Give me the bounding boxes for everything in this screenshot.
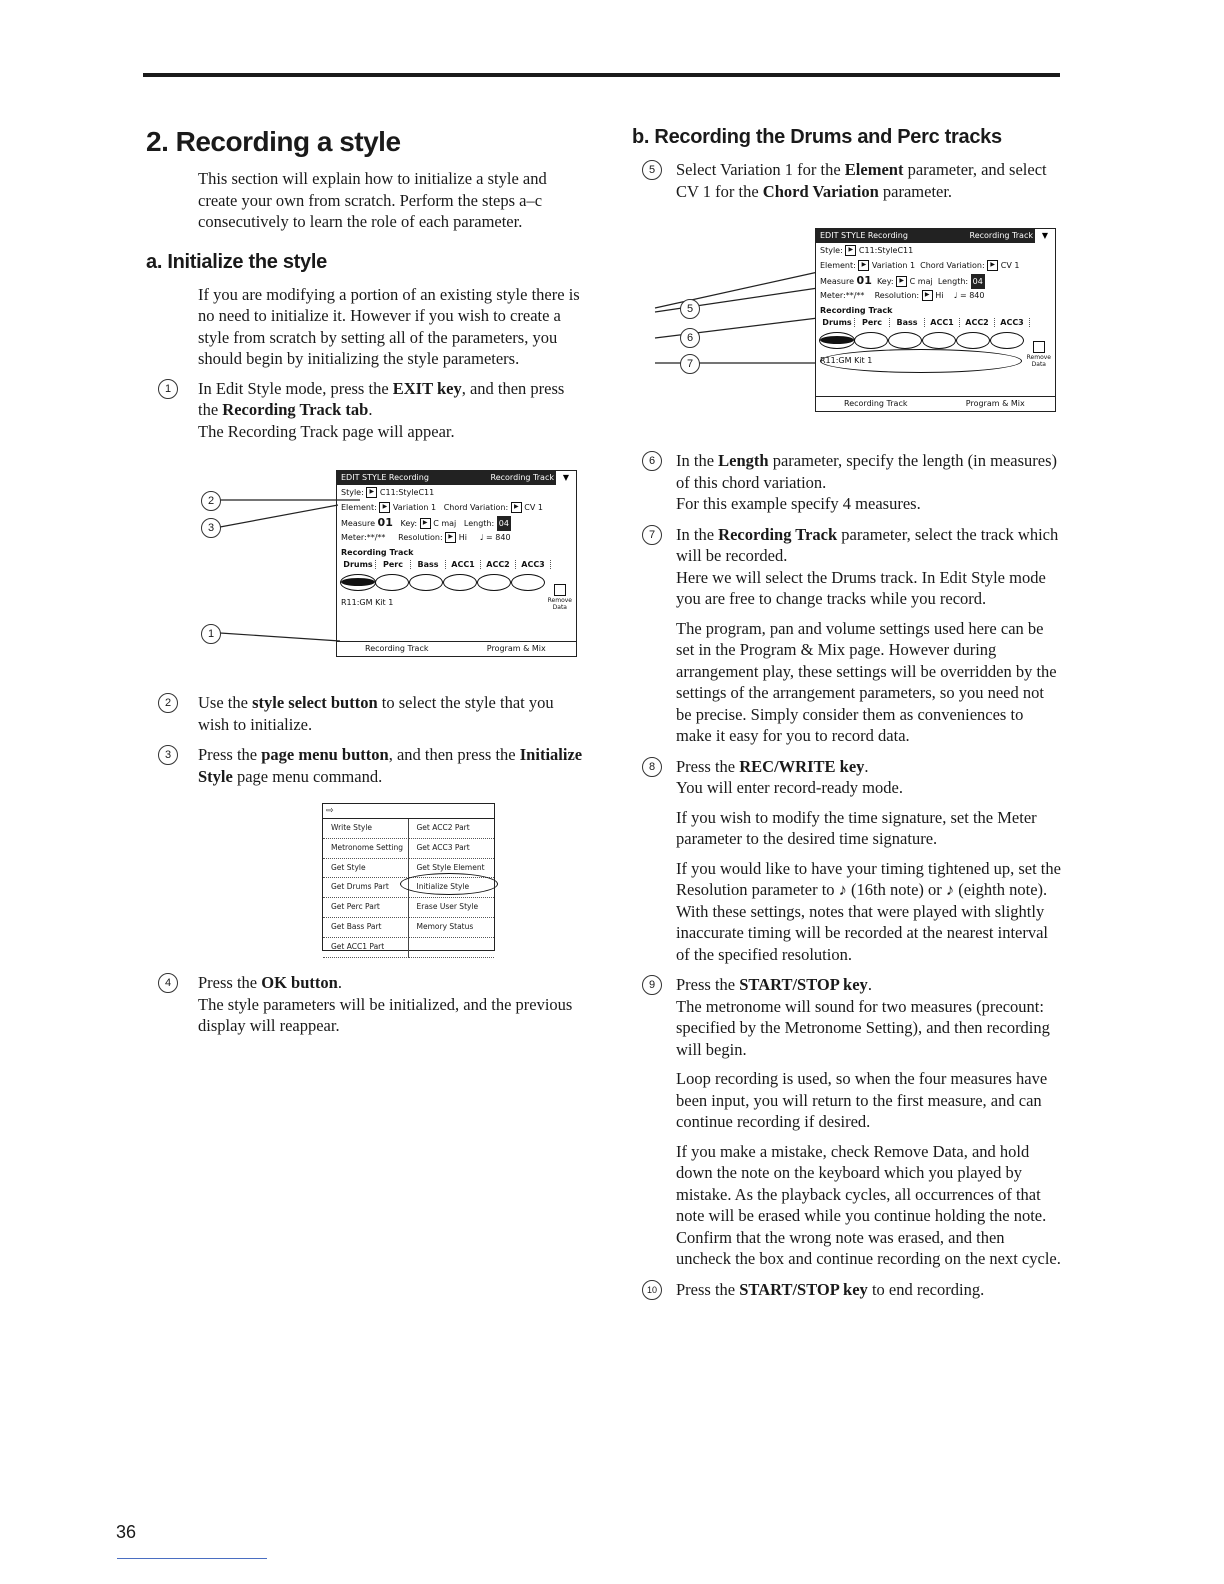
meter-row: Meter:**/** Resolution: ▶ Hi ♩ = 840 [341, 533, 511, 542]
menu-item[interactable]: Metronome Setting [323, 839, 409, 859]
menu-item[interactable]: Get ACC3 Part [409, 839, 495, 859]
menu-item[interactable]: Write Style [323, 819, 409, 839]
section-intro: This section will explain how to initialize a style and create your own from scratch. Perform the steps a–c consecutively to learn the role of each parameter. [198, 169, 547, 231]
callout-2: 2 [201, 491, 221, 511]
lcd-title-bar: EDIT STYLE Recording Recording Track ▼ [816, 229, 1055, 243]
remove-data-checkbox[interactable]: Remove Data [548, 584, 572, 611]
element-row: Element: ▶ Variation 1 Chord Variation: ▶ CV 1 [341, 503, 543, 512]
menu-item[interactable]: Memory Status [409, 918, 495, 938]
lcd-tabs [816, 396, 1055, 411]
callout-6: 6 [680, 328, 700, 348]
style-row: Style: ▶ C11:StyleC11 [820, 246, 914, 255]
subsection-a-title: a. Initialize the style [146, 250, 327, 273]
subsection-a-intro: If you are modifying a portion of an existing style there is no need to initialize it. However if you wish to create a style from scratch by setting all of the parameters, you should begin by initializing the style parameters. [198, 284, 580, 368]
step-7: 7 In the Recording Track parameter, select the track which will be recorded. Here we will select the Drums track. In Edit Style mode you are free to change tracks while you record. The program, pan and volume settings used here can be set in the Program & Mix page. However during arrangement play, these settings will be overridden by the settings of the arrangement parameters, so you need not be precise. Simply consider them as conveniences to make it easy for you to record data. [632, 524, 1062, 747]
radio-acc2[interactable] [956, 332, 990, 349]
lcd-screen-recording-track-2 [815, 228, 1056, 412]
measure-row: Measure 01 Key: ▶ C maj Length: 04 [341, 516, 509, 529]
meter-row: Meter:**/** Resolution: ▶ Hi ♩ = 840 [820, 291, 985, 300]
step-5: 5 Select Variation 1 for the Element parameter, and select CV 1 for the Chord Variation parameter. [632, 159, 1062, 202]
radio-acc1[interactable] [922, 332, 956, 349]
step-10: 10 Press the START/STOP key to end recording. [632, 1279, 1062, 1301]
lcd-title-bar: EDIT STYLE Recording Recording Track ▼ [337, 471, 576, 485]
menu-item[interactable]: Get Drums Part [323, 878, 409, 898]
play-icon[interactable]: ▶ [922, 290, 933, 301]
play-icon[interactable]: ▶ [379, 502, 390, 513]
menu-item-empty [409, 938, 495, 958]
step-9: 9 Press the START/STOP key. The metronome will sound for two measures (precount: specified by the Metronome Setting), and then recording will begin. Loop recording is used, so when the four measures have been input, you will return to the first measure, and can continue recording if desired. If you make a mistake, check Remove Data, and hold down the note on the keyboard which you played by mistake. As the playback cycles, all occurrences of that note will be erased while you continue holding the note. Confirm that the wrong note was erased, and then uncheck the box and continue recording on the next cycle. [632, 974, 1062, 1270]
tab-program-mix[interactable]: Program & Mix [486, 644, 546, 653]
right-steps [632, 450, 1062, 1309]
radio-bass[interactable] [888, 332, 922, 349]
element-row: Element: ▶ Variation 1 Chord Variation: ▶ CV 1 [820, 261, 1020, 270]
play-icon[interactable]: ▶ [366, 487, 377, 498]
style-row: Style: ▶ C11:StyleC11 [341, 488, 435, 497]
menu-arrow-icon: ⇨ [323, 804, 494, 819]
play-icon[interactable]: ▶ [987, 260, 998, 271]
track-labels: Drums Perc Bass ACC1 ACC2 ACC3 [816, 318, 1055, 327]
kit-row: R11:GM Kit 1 [820, 356, 873, 365]
remove-data-checkbox[interactable]: Remove Data [1027, 341, 1051, 368]
play-icon[interactable]: ▶ [858, 260, 869, 271]
right-column [632, 126, 1062, 211]
menu-item[interactable]: Erase User Style [409, 898, 495, 918]
left-step-4 [146, 972, 586, 1046]
callout-1: 1 [201, 624, 221, 644]
play-icon[interactable]: ▶ [445, 532, 456, 543]
radio-drums[interactable] [819, 332, 855, 349]
step-2: 2 Use the style select button to select the style that you wish to initialize. [146, 692, 586, 735]
play-icon[interactable]: ▶ [896, 276, 907, 287]
menu-item[interactable]: Get Style [323, 859, 409, 879]
tab-recording-track[interactable]: Recording Track [365, 644, 429, 653]
callout-7: 7 [680, 354, 700, 374]
dropdown-icon[interactable]: ▼ [1034, 229, 1055, 243]
step-6: 6 In the Length parameter, specify the length (in measures) of this chord variation. For this example specify 4 measures. [632, 450, 1062, 515]
left-steps-2-3 [146, 692, 586, 796]
step-number: 1 [158, 379, 178, 399]
rec-track-label: Recording Track [341, 548, 414, 557]
step-8: 8 Press the REC/WRITE key. You will enter record-ready mode. If you wish to modify the time signature, set the Meter parameter to the desired time signature. If you would like to have your timing tightened up, set the Resolution parameter to ♪ (16th note) or ♪ (eighth note). With these settings, notes that were played with slightly inaccurate timing will be recorded at the nearest interval of the specified resolution. [632, 756, 1062, 966]
menu-item-initialize-style[interactable]: Initialize Style [409, 878, 495, 898]
menu-item[interactable]: Get Bass Part [323, 918, 409, 938]
subsection-b-title: b. Recording the Drums and Perc tracks [632, 126, 1002, 148]
play-icon[interactable]: ▶ [420, 518, 431, 529]
tab-program-mix[interactable]: Program & Mix [965, 399, 1025, 408]
tab-recording-track[interactable]: Recording Track [844, 399, 908, 408]
highlight-ellipse [400, 873, 498, 895]
menu-item[interactable]: Get ACC1 Part [323, 938, 409, 958]
play-icon[interactable]: ▶ [511, 502, 522, 513]
measure-row: Measure 01 Key: ▶ C maj Length: 04 [820, 274, 983, 287]
rec-track-label: Recording Track [820, 306, 893, 315]
menu-item[interactable]: Get Style Element [409, 859, 495, 879]
footer-rule [117, 1558, 267, 1559]
radio-acc3[interactable] [990, 332, 1024, 349]
section-title: 2. Recording a style [146, 126, 401, 157]
dropdown-icon[interactable]: ▼ [555, 471, 576, 485]
callout-5: 5 [680, 299, 700, 319]
play-icon[interactable]: ▶ [845, 245, 856, 256]
callout-3: 3 [201, 518, 221, 538]
kit-row: R11:GM Kit 1 [341, 598, 394, 607]
page-menu [322, 803, 495, 951]
radio-perc[interactable] [854, 332, 888, 349]
menu-item[interactable]: Get Perc Part [323, 898, 409, 918]
menu-item[interactable]: Get ACC2 Part [409, 819, 495, 839]
step-1: 1 In Edit Style mode, press the EXIT key, and then press the Recording Track tab. The Recording Track page will appear. [146, 378, 586, 443]
highlight-ellipse [820, 349, 1022, 373]
track-labels: Drums Perc Bass ACC1 ACC2 ACC3 [337, 560, 576, 569]
step-3: 3 Press the page menu button, and then press the Initialize Style page menu command. [146, 744, 586, 787]
page-number: 36 [116, 1522, 137, 1542]
step-4: 4 Press the OK button. The style parameters will be initialized, and the previous display will reappear. [146, 972, 586, 1037]
